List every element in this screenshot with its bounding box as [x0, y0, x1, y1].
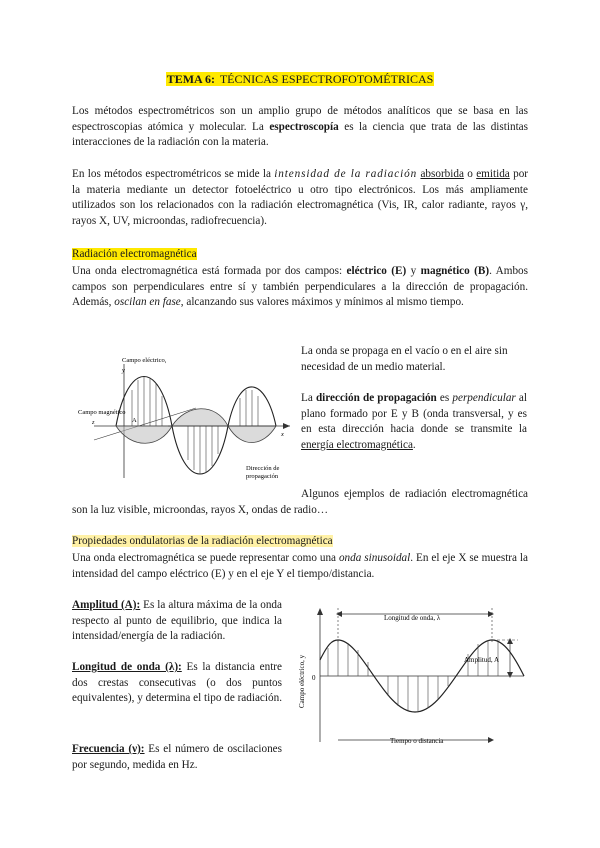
fig1-label-direction-2: propagación	[246, 473, 279, 480]
side-paragraph-2	[301, 391, 527, 453]
side2-es: es	[436, 392, 453, 404]
intro-paragraph-1	[72, 104, 528, 151]
section1-and: y	[406, 265, 421, 277]
fig2-label-x-axis: Tiempo o distancia	[390, 737, 444, 745]
section2-text-end: . En el eje X se muestra la intensidad del campo eléctrico (E) y en el eje Y el tiempo/distancia.	[72, 552, 528, 580]
fig1-label-z: z	[92, 419, 95, 426]
title-prefix: TEMA 6:	[166, 72, 216, 86]
em-wave-diagram	[76, 350, 298, 490]
amplitude-text: Es la altura máxima de la onda respecto al punto de equilibrio, que indica la intensidad/energía de la radiación.	[72, 599, 282, 643]
intro-p1-bold: espectroscopía	[269, 120, 339, 133]
side2-bold: dirección de propagación	[315, 392, 437, 404]
side-paragraph-1: La onda se propaga en el vacío o en el aire sin necesidad de un medio material.	[301, 345, 508, 373]
title-text: TÉCNICAS ESPECTROFOTOMÉTRICAS	[217, 72, 434, 86]
section1-heading-text: Radiación electromagnética	[72, 248, 197, 260]
intro-p1-text: Los métodos espectrométricos son un amplio grupo de métodos analíticos que se basa en las espectroscopias atómica y molecular. La	[72, 105, 528, 133]
section2-text: Una onda electromagnética se puede representar como una	[72, 552, 339, 564]
section1-text: Una onda electromagnética está formada por dos campos:	[72, 265, 347, 277]
fig1-label-electric: Campo eléctrico,	[122, 357, 167, 364]
intro-p1-text-end: es la ciencia que trata de las distintas interacciones de la radiación con la materia.	[72, 120, 528, 149]
sine-wave-diagram	[292, 600, 528, 750]
side2-underline: energía electromagnética	[301, 438, 413, 451]
wavelength-label: Longitud de onda (λ):	[72, 661, 182, 673]
intro-p2-absorbida: absorbida	[420, 168, 464, 180]
section2-paragraph	[72, 551, 528, 582]
fig2-label-zero: 0	[312, 674, 316, 682]
fig1-label-a: A	[132, 417, 137, 424]
page-title	[72, 72, 528, 88]
intro-p2-italic: intensidad de la radiación	[274, 168, 418, 180]
section2-heading-text: Propiedades ondulatorias de la radiación electromagnética	[72, 535, 333, 547]
intro-p2-text-end: por la materia mediante un detector fotoeléctrico u otro tipo electrónicos. Los más ampliamente utilizados son los relacionados con la radiación electromagnética (Vis, IR, calor radiante, rayos γ, rayos X, UV, microondas, radiofrecuencia).	[72, 168, 529, 227]
fig1-label-magnetic: Campo magnético	[78, 409, 126, 416]
fig2-label-wavelength: Longitud de onda, λ	[384, 614, 441, 622]
side2-text: La	[301, 392, 316, 404]
fig2-label-y-axis: Campo eléctrico, y	[298, 654, 306, 708]
section1-electric: eléctrico (E)	[346, 265, 407, 277]
wavelength-text: Es la distancia entre dos crestas consecutivas (o dos puntos equivalentes), y determina el tipo de radiación.	[72, 661, 283, 705]
side-paragraph-3: Algunos ejemplos de radiación electromagnética son la luz visible, microondas, rayos X, ondas de radio…	[72, 488, 528, 516]
intro-p2-emitida: emitida	[476, 168, 510, 180]
wavelength-paragraph	[72, 660, 282, 707]
fig1-label-y: y	[122, 367, 125, 374]
frequency-paragraph	[72, 742, 282, 773]
intro-p2-text: En los métodos espectrométricos se mide la	[72, 168, 275, 180]
side2-italic: perpendicular	[452, 392, 516, 404]
section1-italic: oscilan en fase	[114, 296, 181, 309]
amplitude-label: Amplitud (A):	[72, 599, 141, 611]
fig2-label-amplitude: Amplitud, A	[464, 656, 500, 664]
frequency-text: Es el número de oscilaciones por segundo, medida en Hz.	[72, 743, 283, 771]
section1-text-mid: . Ambos campos son perpendiculares entre sí y también perpendiculares a la dirección de propagación. Además,	[72, 265, 528, 309]
intro-paragraph-2	[72, 167, 528, 229]
section1-magnetic: magnético (B)	[420, 265, 490, 277]
frequency-label: Frecuencia (ν):	[72, 743, 145, 755]
section2-italic: onda sinusoidal	[338, 552, 411, 564]
section1-text-end: , alcanzando sus valores máximos y mínimos al mismo tiempo.	[180, 296, 464, 309]
section1-paragraph	[72, 264, 528, 311]
fig1-label-x: x	[281, 431, 284, 438]
intro-p2-o: o	[463, 168, 477, 180]
fig1-label-direction-1: Dirección de	[246, 465, 280, 472]
side2-text-mid: al plano formado por E y B (onda transversal, y es en esta dirección hacia donde se transmite la	[301, 392, 527, 436]
side2-period: .	[412, 438, 416, 451]
section1-heading	[72, 247, 528, 263]
section2-heading	[72, 534, 528, 550]
amplitude-paragraph	[72, 598, 282, 645]
